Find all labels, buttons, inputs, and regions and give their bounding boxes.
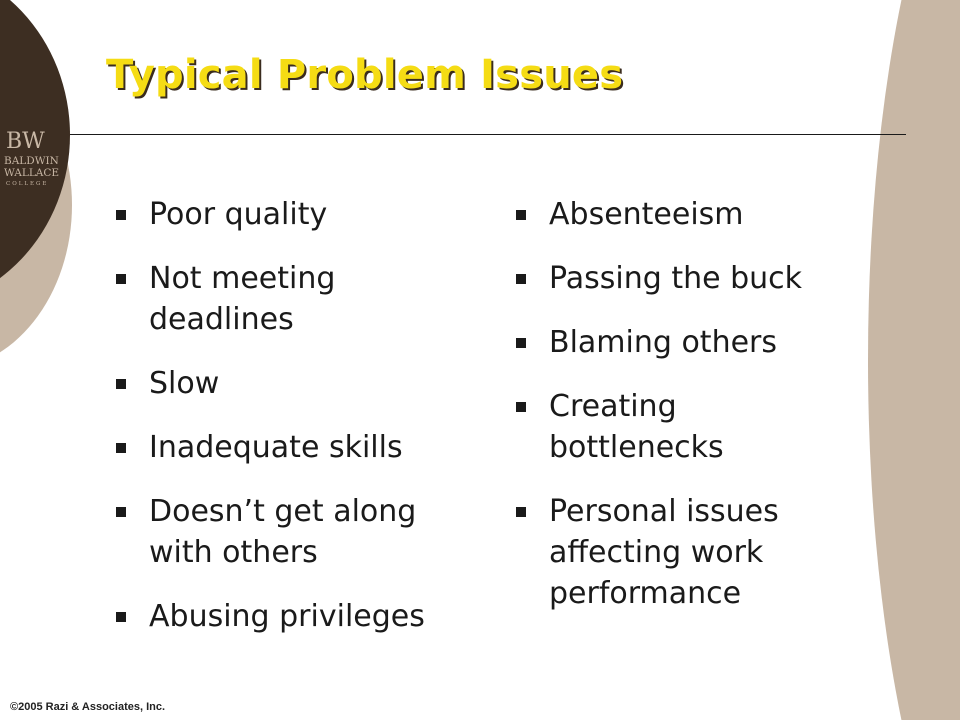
square-bullet-icon [516, 402, 526, 412]
square-bullet-icon [516, 210, 526, 220]
right-tan-shape [868, 0, 960, 720]
list-item [512, 322, 832, 363]
list-item [512, 386, 832, 468]
list-item-text: Blaming others [549, 325, 778, 360]
list-item [112, 194, 462, 235]
list-item-text: Absenteeism [549, 197, 744, 232]
list-item-text: Slow [149, 366, 220, 401]
list-item [112, 596, 462, 637]
logo-monogram: BW [6, 129, 45, 154]
list-item [512, 491, 832, 614]
list-item [512, 194, 832, 235]
square-bullet-icon [516, 507, 526, 517]
list-item-text: Inadequate skills [149, 430, 403, 465]
slide-title: Typical Problem Issues [106, 52, 624, 98]
list-item-text: Not meeting deadlines [149, 261, 336, 337]
list-item [112, 258, 462, 340]
list-item-text: Doesn’t get along with others [149, 494, 417, 570]
square-bullet-icon [116, 274, 126, 284]
list-item-text: Abusing privileges [149, 599, 425, 634]
college-logo [0, 126, 70, 192]
logo-line-baldwin: BALDWIN [4, 155, 59, 167]
left-bullet-list [112, 194, 462, 660]
list-item [112, 491, 462, 573]
list-item [512, 258, 832, 299]
square-bullet-icon [516, 338, 526, 348]
title-divider [70, 134, 906, 135]
square-bullet-icon [116, 507, 126, 517]
list-item [112, 363, 462, 404]
right-bullet-list [512, 194, 832, 637]
list-item-text: Personal issues affecting work performance [549, 494, 779, 611]
square-bullet-icon [116, 612, 126, 622]
square-bullet-icon [116, 210, 126, 220]
copyright-footer: ©2005 Razi & Associates, Inc. [10, 701, 166, 713]
square-bullet-icon [116, 443, 126, 453]
list-item-text: Passing the buck [549, 261, 803, 296]
list-item [112, 427, 462, 468]
logo-line-wallace: WALLACE [4, 167, 60, 179]
list-item-text: Poor quality [149, 197, 328, 232]
square-bullet-icon [516, 274, 526, 284]
list-item-text: Creating bottlenecks [549, 389, 724, 465]
logo-line-college: COLLEGE [6, 181, 49, 187]
square-bullet-icon [116, 379, 126, 389]
